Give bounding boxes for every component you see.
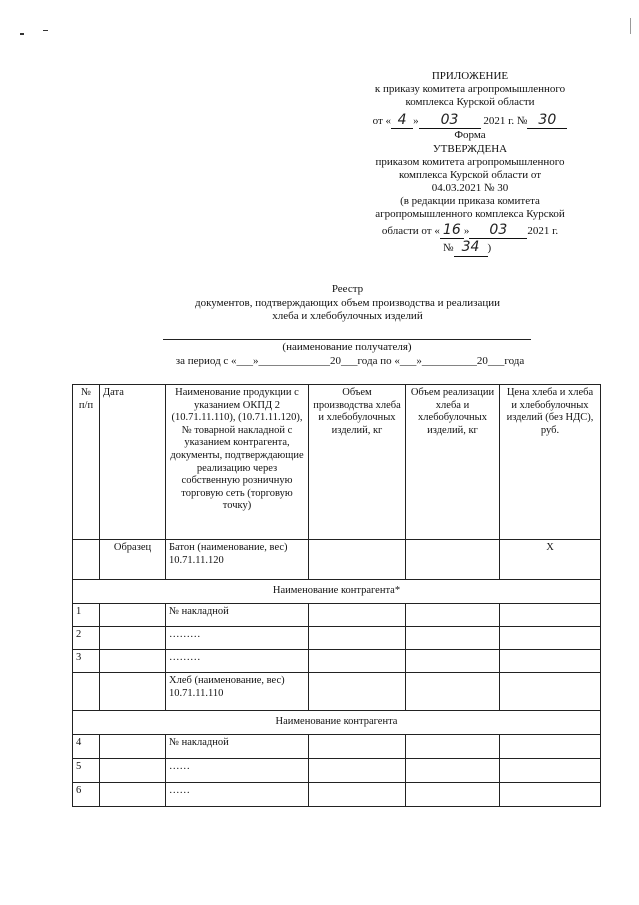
- scan-edge-mark: [630, 18, 631, 34]
- approved-line-3: 04.03.2021 № 30: [431, 182, 509, 195]
- scan-speck: [43, 30, 48, 31]
- order-line-1: к приказу комитета агропромышленного: [374, 83, 566, 96]
- table-row: 5 ……: [73, 759, 601, 783]
- order-line-2: комплекса Курской области: [405, 96, 535, 109]
- registry-title-block: [150, 283, 545, 324]
- period-line: за период с «___»_____________20___года по «___»__________20___года: [175, 355, 525, 367]
- sample-product: Батон (наименование, вес) 10.71.11.120: [166, 540, 309, 580]
- registry-subtitle-1: документов, подтверждающих объем производства и реализации: [194, 297, 500, 310]
- bread-product: Хлеб (наименование, вес) 10.71.11.110: [166, 673, 309, 711]
- registry-subtitle-2: хлеба и хлебобулочных изделий: [272, 310, 423, 323]
- handwritten-edition-number: 34: [461, 239, 480, 256]
- approved-line-1: приказом комитета агропромышленного: [375, 155, 565, 168]
- table-header-row: [73, 385, 601, 540]
- recipient-line: [163, 339, 531, 340]
- edition-date-line: области от « 16 » 03 2021 г.: [381, 221, 559, 238]
- edition-line-2: агропромышленного комплекса Курской: [375, 208, 565, 221]
- header-production-volume: Объем производства хлеба и хлебобулочных изделий, кг: [309, 385, 406, 540]
- appendix-header: [345, 70, 595, 257]
- handwritten-edition-month: 03: [489, 221, 508, 238]
- form-label: Форма: [454, 129, 486, 142]
- sample-row: [73, 540, 601, 580]
- approved-title: УТВЕРЖДЕНА: [432, 142, 508, 155]
- approved-line-2: комплекса Курской области от: [398, 168, 541, 181]
- registry-table: [72, 384, 601, 807]
- handwritten-number: 30: [538, 111, 557, 128]
- counterparty-row: [73, 580, 601, 604]
- handwritten-edition-day: 16: [442, 221, 461, 238]
- counterparty-2: Наименование контрагента: [73, 711, 601, 735]
- header-date: Дата: [100, 385, 166, 540]
- recipient-caption: (наименование получателя): [282, 341, 412, 353]
- table-row: 3 ………: [73, 650, 601, 673]
- scan-speck: [20, 33, 24, 35]
- header-sales-volume: Объем реализации хлеба и хлебобулочных изделий, кг: [406, 385, 500, 540]
- header-price: Цена хлеба и хлеба и хлебобулочных изделий (без НДС), руб.: [500, 385, 601, 540]
- header-number: № п/п: [73, 385, 100, 540]
- edition-number-line: № 34 ): [443, 239, 492, 256]
- header-product: Наименование продукции с указанием ОКПД 2 (10.71.11.110), (10.71.11.120), № товарной накладной с указанием контрагента, документы, подтверждающие реализацию через собственную розничную торговую сеть (торговую точку): [166, 385, 309, 540]
- counterparty-1: Наименование контрагента*: [73, 580, 601, 604]
- handwritten-day: 4: [397, 111, 407, 128]
- sample-label: Образец: [100, 540, 166, 580]
- sample-mark: Х: [500, 540, 601, 580]
- appendix-title: ПРИЛОЖЕНИЕ: [431, 70, 509, 82]
- table-row: 4 № накладной: [73, 735, 601, 759]
- edition-line-1: (в редакции приказа комитета: [400, 195, 540, 208]
- handwritten-month: 03: [440, 111, 459, 128]
- table-row: 6 ……: [73, 783, 601, 807]
- counterparty-row: [73, 711, 601, 735]
- table-row: 2 ………: [73, 627, 601, 650]
- registry-title: Реестр: [331, 283, 364, 295]
- table-row: 1 № накладной: [73, 604, 601, 627]
- order-date-line: от « 4 » 03 2021 г. № 30: [345, 112, 595, 130]
- bread-row: [73, 673, 601, 711]
